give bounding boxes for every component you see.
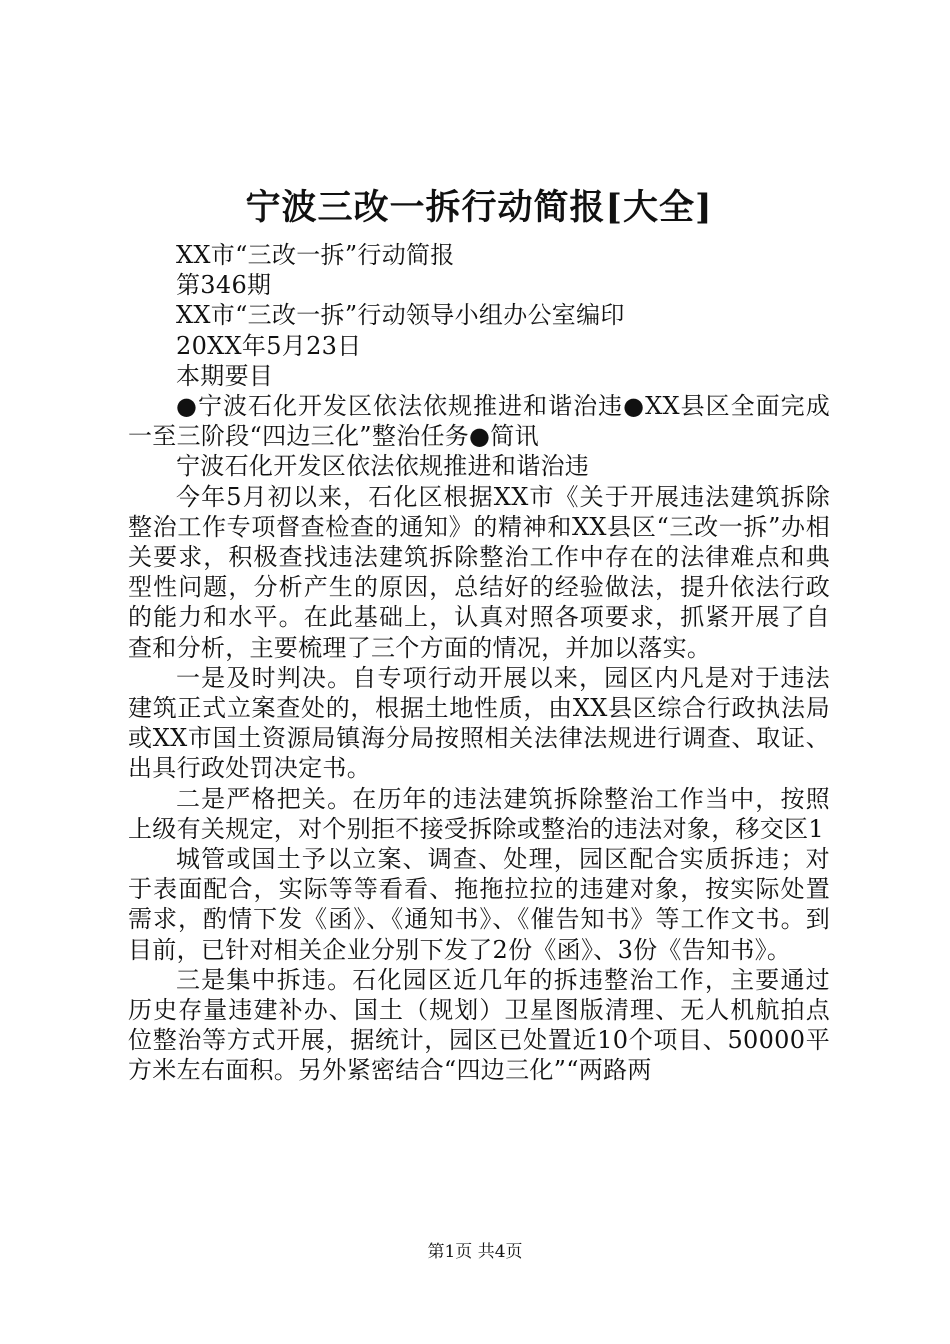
paragraph: 二是严格把关。在历年的违法建筑拆除整治工作当中，按照上级有关规定，对个别拒不接受拆除或整治的违法对象，移交区1 <box>128 784 830 843</box>
paragraph: 第346期 <box>176 271 272 300</box>
paragraph: 三是集中拆违。石化园区近几年的拆违整治工作，主要通过历史存量违建补办、国土（规划）卫星图版清理、无人机航拍点位整治等方式开展，据统计，园区已处置近10个项目、50000平方米左右面积。另外紧密结合“四边三化”“两路两 <box>128 965 830 1085</box>
document-title: 宁波三改一拆行动简报[大全] <box>245 187 713 228</box>
document-page <box>128 180 830 1086</box>
paragraph: 今年5月初以来，石化区根据XX市《关于开展违法建筑拆除整治工作专项督查检查的通知》的精神和XX县区“三改一拆”办相关要求，积极查找违法建筑拆除整治工作中存在的法律难点和典型性问题，分析产生的原因，总结好的经验做法，提升依法行政的能力和水平。在此基础上，认真对照各项要求，抓紧开展了自查和分析，主要梳理了三个方面的情况，并加以落实。 <box>128 482 830 662</box>
paragraph: 20XX年5月23日 <box>176 331 362 360</box>
page-footer: 第1页 共4页 <box>427 1242 523 1262</box>
paragraph: 一是及时判决。自专项行动开展以来，园区内凡是对于违法建筑正式立案查处的，根据土地性质，由XX县区综合行政执法局或XX市国土资源局镇海分局按照相关法律法规进行调查、取证、出具行政处罚决定书。 <box>128 663 830 783</box>
paragraph: XX市“三改一拆”行动领导小组办公室编印 <box>176 301 625 330</box>
document-body <box>128 240 830 1086</box>
paragraph: ●宁波石化开发区依法依规推进和谐治违●XX县区全面完成一至三阶段“四边三化”整治任务●简讯 <box>128 392 830 451</box>
paragraph: 城管或国土予以立案、调查、处理，园区配合实质拆违；对于表面配合，实际等等看看、拖拖拉拉的违建对象，按实际处置需求，酌情下发《函》、《通知书》、《催告知书》等工作文书。到目前，已针对相关企业分别下发了2份《函》、3份《告知书》。 <box>128 845 830 964</box>
paragraph: 宁波石化开发区依法依规推进和谐治违 <box>176 452 590 481</box>
paragraph: 本期要目 <box>176 361 274 390</box>
paragraph: XX市“三改一拆”行动简报 <box>176 241 455 269</box>
